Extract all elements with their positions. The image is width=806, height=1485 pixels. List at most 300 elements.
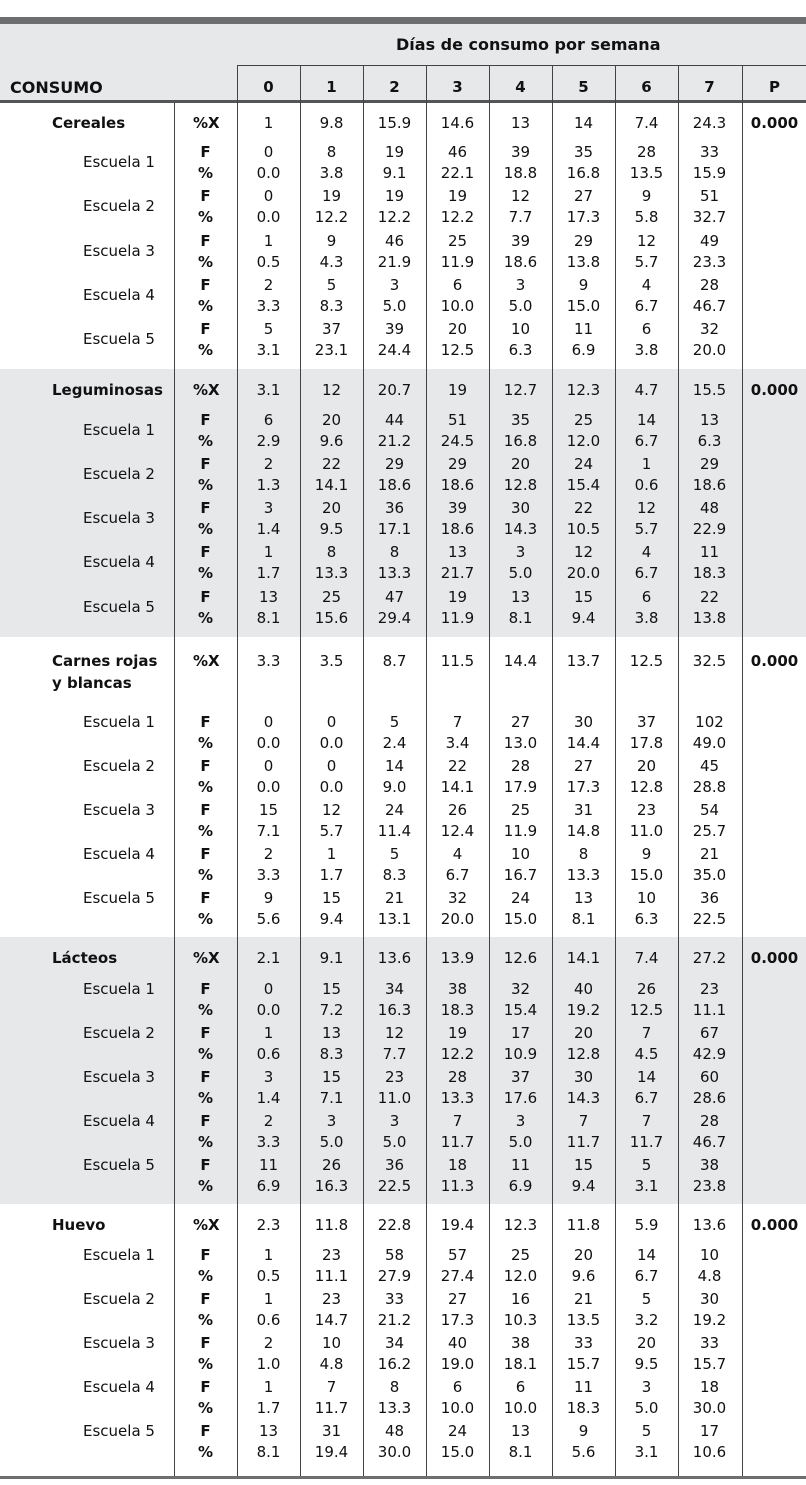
frequency-cell: 9 (641, 187, 652, 205)
percent-cell: 8.1 (508, 609, 533, 627)
frequency-cell: 13 (258, 1422, 279, 1440)
mean-cell: 12.5 (629, 652, 664, 670)
mean-cell: 7.4 (634, 949, 659, 967)
percent-cell: 12.2 (440, 1045, 475, 1063)
percent-cell: 10.0 (440, 1399, 475, 1417)
frequency-label: F (200, 980, 211, 998)
school-name: Escuela 1 (83, 713, 155, 731)
percent-label: % (197, 253, 214, 271)
frequency-cell: 38 (699, 1156, 720, 1174)
frequency-cell: 5 (641, 1156, 652, 1174)
percent-cell: 42.9 (692, 1045, 727, 1063)
percent-cell: 8.1 (256, 1443, 281, 1461)
frequency-cell: 27 (573, 187, 594, 205)
frequency-cell: 20 (573, 1246, 594, 1264)
percent-cell: 15.0 (440, 1443, 475, 1461)
frequency-cell: 9 (263, 889, 274, 907)
mean-cell: 2.1 (256, 949, 281, 967)
frequency-cell: 51 (447, 411, 468, 429)
percent-label: % (197, 1045, 214, 1063)
percent-cell: 6.7 (634, 1267, 659, 1285)
frequency-cell: 5 (641, 1422, 652, 1440)
percent-cell: 12.0 (503, 1267, 538, 1285)
frequency-cell: 3 (263, 499, 274, 517)
frequency-cell: 4 (641, 543, 652, 561)
frequency-cell: 22 (321, 455, 342, 473)
percent-cell: 18.3 (566, 1399, 601, 1417)
percent-cell: 4.5 (634, 1045, 659, 1063)
percent-cell: 4.8 (697, 1267, 722, 1285)
frequency-cell: 23 (321, 1246, 342, 1264)
frequency-cell: 1 (326, 845, 337, 863)
school-name: Escuela 2 (83, 757, 155, 775)
percent-cell: 3.1 (256, 341, 281, 359)
percent-cell: 7.1 (319, 1089, 344, 1107)
percent-label: % (197, 208, 214, 226)
frequency-cell: 20 (636, 757, 657, 775)
frequency-cell: 27 (573, 757, 594, 775)
frequency-cell: 54 (699, 801, 720, 819)
percent-cell: 13.3 (377, 1399, 412, 1417)
school-name: Escuela 2 (83, 197, 155, 215)
frequency-cell: 23 (699, 980, 720, 998)
section-name: Carnes rojas (52, 652, 158, 670)
frequency-label: F (200, 1156, 211, 1174)
percent-cell: 11.9 (440, 253, 475, 271)
frequency-cell: 0 (263, 713, 274, 731)
percent-cell: 10.0 (440, 297, 475, 315)
percent-cell: 11.0 (377, 1089, 412, 1107)
percent-cell: 11.1 (692, 1001, 727, 1019)
frequency-cell: 19 (384, 187, 405, 205)
percent-cell: 12.5 (629, 1001, 664, 1019)
frequency-cell: 0 (263, 143, 274, 161)
frequency-cell: 6 (263, 411, 274, 429)
frequency-cell: 20 (636, 1334, 657, 1352)
percent-cell: 6.7 (634, 564, 659, 582)
mean-cell: 19.4 (440, 1216, 475, 1234)
percent-cell: 9.6 (319, 432, 344, 450)
frequency-cell: 29 (573, 232, 594, 250)
percent-cell: 3.3 (256, 297, 281, 315)
percent-cell: 0.5 (256, 1267, 281, 1285)
percent-cell: 16.7 (503, 866, 538, 884)
frequency-cell: 26 (321, 1156, 342, 1174)
percent-cell: 11.1 (314, 1267, 349, 1285)
frequency-cell: 29 (447, 455, 468, 473)
percent-cell: 6.7 (634, 297, 659, 315)
mean-cell: 3.5 (319, 652, 344, 670)
percent-cell: 11.3 (440, 1177, 475, 1195)
percent-cell: 7.1 (256, 822, 281, 840)
percent-label: % (197, 778, 214, 796)
mean-cell: 12.3 (503, 1216, 538, 1234)
frequency-cell: 0 (263, 757, 274, 775)
percent-cell: 25.7 (692, 822, 727, 840)
percent-cell: 35.0 (692, 866, 727, 884)
frequency-label: F (200, 455, 211, 473)
frequency-label: F (200, 845, 211, 863)
percent-cell: 21.2 (377, 432, 412, 450)
frequency-cell: 5 (326, 276, 337, 294)
frequency-cell: 8 (326, 143, 337, 161)
frequency-cell: 1 (263, 232, 274, 250)
percent-label: % (197, 1399, 214, 1417)
mean-cell: 12 (321, 381, 342, 399)
percent-label: % (197, 164, 214, 182)
percent-label: % (197, 1443, 214, 1461)
frequency-cell: 3 (389, 1112, 400, 1130)
frequency-cell: 3 (515, 276, 526, 294)
percent-cell: 12.8 (629, 778, 664, 796)
frequency-cell: 11 (573, 320, 594, 338)
percent-cell: 5.0 (508, 1133, 533, 1151)
frequency-cell: 27 (510, 713, 531, 731)
percent-cell: 27.9 (377, 1267, 412, 1285)
percent-cell: 13.3 (440, 1089, 475, 1107)
mean-cell: 8.7 (382, 652, 407, 670)
frequency-cell: 9 (578, 276, 589, 294)
percent-cell: 0.6 (256, 1045, 281, 1063)
frequency-cell: 40 (573, 980, 594, 998)
percent-cell: 0.5 (256, 253, 281, 271)
frequency-cell: 9 (641, 845, 652, 863)
percent-label: % (197, 1089, 214, 1107)
frequency-cell: 7 (578, 1112, 589, 1130)
frequency-cell: 11 (258, 1156, 279, 1174)
frequency-cell: 32 (510, 980, 531, 998)
frequency-cell: 14 (636, 411, 657, 429)
frequency-cell: 18 (699, 1378, 720, 1396)
school-name: Escuela 1 (83, 980, 155, 998)
frequency-cell: 12 (636, 499, 657, 517)
percent-cell: 3.3 (256, 1133, 281, 1151)
frequency-cell: 1 (263, 1378, 274, 1396)
frequency-label: F (200, 889, 211, 907)
percent-cell: 5.6 (571, 1443, 596, 1461)
percent-cell: 3.8 (634, 609, 659, 627)
percent-cell: 11.7 (440, 1133, 475, 1151)
percent-cell: 15.0 (566, 297, 601, 315)
percent-mean-label: %X (193, 114, 220, 132)
frequency-cell: 47 (384, 588, 405, 606)
mean-cell: 9.1 (319, 949, 344, 967)
frequency-cell: 23 (321, 1290, 342, 1308)
frequency-cell: 67 (699, 1024, 720, 1042)
section-name: y blancas (52, 674, 132, 692)
percent-cell: 3.4 (445, 734, 470, 752)
mean-cell: 13.6 (377, 949, 412, 967)
mean-cell: 14.1 (566, 949, 601, 967)
frequency-cell: 0 (263, 980, 274, 998)
frequency-label: F (200, 543, 211, 561)
percent-cell: 11.7 (314, 1399, 349, 1417)
percent-cell: 15.7 (566, 1355, 601, 1373)
frequency-cell: 5 (641, 1290, 652, 1308)
frequency-cell: 7 (452, 1112, 463, 1130)
percent-cell: 23.3 (692, 253, 727, 271)
frequency-cell: 32 (699, 320, 720, 338)
mean-cell: 12.6 (503, 949, 538, 967)
frequency-cell: 37 (321, 320, 342, 338)
frequency-cell: 2 (263, 845, 274, 863)
frequency-cell: 9 (578, 1422, 589, 1440)
section-name: Cereales (52, 114, 126, 132)
frequency-cell: 15 (258, 801, 279, 819)
frequency-label: F (200, 1334, 211, 1352)
frequency-cell: 12 (384, 1024, 405, 1042)
percent-cell: 16.3 (377, 1001, 412, 1019)
frequency-cell: 23 (636, 801, 657, 819)
percent-cell: 0.0 (319, 734, 344, 752)
percent-cell: 14.1 (314, 476, 349, 494)
frequency-cell: 48 (699, 499, 720, 517)
frequency-cell: 20 (321, 411, 342, 429)
frequency-cell: 6 (452, 1378, 463, 1396)
mean-cell: 20.7 (377, 381, 412, 399)
frequency-cell: 33 (699, 143, 720, 161)
percent-cell: 16.8 (503, 432, 538, 450)
frequency-cell: 11 (510, 1156, 531, 1174)
percent-cell: 5.0 (508, 564, 533, 582)
percent-cell: 22.5 (692, 910, 727, 928)
frequency-cell: 24 (510, 889, 531, 907)
percent-cell: 12.5 (440, 341, 475, 359)
percent-cell: 5.0 (382, 297, 407, 315)
frequency-cell: 46 (384, 232, 405, 250)
mean-cell: 27.2 (692, 949, 727, 967)
school-name: Escuela 5 (83, 330, 155, 348)
percent-mean-label: %X (193, 652, 220, 670)
frequency-label: F (200, 499, 211, 517)
frequency-cell: 20 (447, 320, 468, 338)
frequency-label: F (200, 1024, 211, 1042)
percent-cell: 5.7 (319, 822, 344, 840)
mean-cell: 3.1 (256, 381, 281, 399)
frequency-cell: 1 (263, 543, 274, 561)
percent-cell: 6.7 (634, 1089, 659, 1107)
frequency-label: F (200, 757, 211, 775)
frequency-cell: 25 (447, 232, 468, 250)
frequency-cell: 28 (699, 1112, 720, 1130)
group-title: Días de consumo por semana (396, 35, 661, 54)
frequency-cell: 14 (384, 757, 405, 775)
frequency-cell: 20 (510, 455, 531, 473)
frequency-cell: 31 (573, 801, 594, 819)
frequency-cell: 2 (263, 455, 274, 473)
frequency-label: F (200, 801, 211, 819)
percent-cell: 0.0 (256, 734, 281, 752)
mean-cell: 11.8 (566, 1216, 601, 1234)
mean-cell: 13.7 (566, 652, 601, 670)
mean-cell: 2.3 (256, 1216, 281, 1234)
percent-cell: 3.8 (319, 164, 344, 182)
percent-cell: 0.0 (256, 1001, 281, 1019)
mean-cell: 13.6 (692, 1216, 727, 1234)
frequency-cell: 33 (699, 1334, 720, 1352)
percent-cell: 23.8 (692, 1177, 727, 1195)
school-name: Escuela 2 (83, 1290, 155, 1308)
percent-cell: 20.0 (566, 564, 601, 582)
percent-label: % (197, 341, 214, 359)
frequency-cell: 5 (263, 320, 274, 338)
percent-label: % (197, 866, 214, 884)
percent-cell: 12.0 (566, 432, 601, 450)
percent-cell: 11.7 (566, 1133, 601, 1151)
percent-cell: 1.4 (256, 1089, 281, 1107)
column-divider (742, 65, 743, 1476)
frequency-cell: 32 (447, 889, 468, 907)
percent-cell: 15.7 (692, 1355, 727, 1373)
frequency-label: F (200, 411, 211, 429)
percent-cell: 49.0 (692, 734, 727, 752)
frequency-cell: 13 (321, 1024, 342, 1042)
school-name: Escuela 3 (83, 1334, 155, 1352)
frequency-cell: 36 (699, 889, 720, 907)
mean-cell: 13 (510, 114, 531, 132)
percent-cell: 14.3 (503, 520, 538, 538)
percent-cell: 22.9 (692, 520, 727, 538)
mean-cell: 13.9 (440, 949, 475, 967)
percent-cell: 7.7 (508, 208, 533, 226)
percent-label: % (197, 1311, 214, 1329)
percent-cell: 1.7 (319, 866, 344, 884)
percent-cell: 17.3 (566, 208, 601, 226)
frequency-cell: 7 (326, 1378, 337, 1396)
school-name: Escuela 5 (83, 889, 155, 907)
section-name: Leguminosas (52, 381, 163, 399)
frequency-cell: 34 (384, 980, 405, 998)
frequency-cell: 3 (263, 1068, 274, 1086)
mean-cell: 1 (263, 114, 274, 132)
frequency-cell: 12 (510, 187, 531, 205)
percent-cell: 8.1 (508, 1443, 533, 1461)
percent-cell: 18.3 (440, 1001, 475, 1019)
frequency-label: F (200, 276, 211, 294)
frequency-cell: 19 (447, 588, 468, 606)
frequency-cell: 0 (326, 713, 337, 731)
percent-cell: 13.3 (377, 564, 412, 582)
school-name: Escuela 4 (83, 845, 155, 863)
frequency-cell: 46 (447, 143, 468, 161)
frequency-cell: 49 (699, 232, 720, 250)
percent-cell: 15.0 (503, 910, 538, 928)
frequency-cell: 30 (699, 1290, 720, 1308)
frequency-cell: 57 (447, 1246, 468, 1264)
percent-cell: 16.3 (314, 1177, 349, 1195)
frequency-cell: 19 (447, 187, 468, 205)
percent-cell: 21.9 (377, 253, 412, 271)
day-column-header: 0 (263, 78, 274, 96)
frequency-cell: 10 (636, 889, 657, 907)
frequency-label: F (200, 1112, 211, 1130)
percent-cell: 10.0 (503, 1399, 538, 1417)
mean-cell: 4.7 (634, 381, 659, 399)
percent-cell: 8.1 (571, 910, 596, 928)
percent-cell: 8.3 (382, 866, 407, 884)
frequency-cell: 20 (321, 499, 342, 517)
percent-cell: 4.8 (319, 1355, 344, 1373)
frequency-cell: 19 (321, 187, 342, 205)
percent-cell: 11.7 (629, 1133, 664, 1151)
school-name: Escuela 3 (83, 801, 155, 819)
percent-cell: 11.9 (503, 822, 538, 840)
percent-cell: 10.6 (692, 1443, 727, 1461)
frequency-cell: 25 (573, 411, 594, 429)
percent-cell: 7.2 (319, 1001, 344, 1019)
frequency-cell: 58 (384, 1246, 405, 1264)
percent-cell: 1.7 (256, 1399, 281, 1417)
percent-cell: 5.8 (634, 208, 659, 226)
frequency-cell: 21 (573, 1290, 594, 1308)
percent-label: % (197, 476, 214, 494)
percent-cell: 14.7 (314, 1311, 349, 1329)
frequency-cell: 11 (573, 1378, 594, 1396)
mean-cell: 11.8 (314, 1216, 349, 1234)
percent-cell: 1.7 (256, 564, 281, 582)
frequency-cell: 10 (510, 320, 531, 338)
day-column-header: 6 (641, 78, 652, 96)
frequency-cell: 24 (573, 455, 594, 473)
section-name: Lácteos (52, 949, 118, 967)
percent-cell: 13.3 (314, 564, 349, 582)
percent-cell: 3.2 (634, 1311, 659, 1329)
mean-cell: 32.5 (692, 652, 727, 670)
percent-cell: 13.8 (692, 609, 727, 627)
frequency-cell: 5 (389, 713, 400, 731)
frequency-cell: 18 (447, 1156, 468, 1174)
percent-cell: 29.4 (377, 609, 412, 627)
frequency-cell: 39 (510, 143, 531, 161)
frequency-cell: 26 (447, 801, 468, 819)
percent-cell: 1.4 (256, 520, 281, 538)
frequency-cell: 10 (321, 1334, 342, 1352)
percent-cell: 5.0 (508, 297, 533, 315)
frequency-cell: 15 (321, 1068, 342, 1086)
frequency-cell: 25 (510, 1246, 531, 1264)
percent-cell: 18.6 (377, 476, 412, 494)
percent-cell: 19.0 (440, 1355, 475, 1373)
percent-cell: 22.1 (440, 164, 475, 182)
percent-label: % (197, 432, 214, 450)
frequency-cell: 33 (384, 1290, 405, 1308)
frequency-cell: 29 (384, 455, 405, 473)
frequency-cell: 6 (515, 1378, 526, 1396)
frequency-cell: 12 (636, 232, 657, 250)
percent-cell: 18.6 (440, 476, 475, 494)
school-name: Escuela 5 (83, 598, 155, 616)
frequency-cell: 25 (321, 588, 342, 606)
percent-cell: 0.0 (319, 778, 344, 796)
mean-cell: 15.5 (692, 381, 727, 399)
frequency-cell: 15 (321, 889, 342, 907)
frequency-cell: 3 (389, 276, 400, 294)
frequency-cell: 3 (641, 1378, 652, 1396)
percent-cell: 12.8 (503, 476, 538, 494)
frequency-cell: 3 (326, 1112, 337, 1130)
percent-cell: 6.3 (697, 432, 722, 450)
percent-cell: 13.1 (377, 910, 412, 928)
frequency-cell: 27 (447, 1290, 468, 1308)
frequency-cell: 8 (389, 543, 400, 561)
mean-cell: 22.8 (377, 1216, 412, 1234)
percent-cell: 5.7 (634, 520, 659, 538)
percent-cell: 12.2 (377, 208, 412, 226)
percent-label: % (197, 734, 214, 752)
percent-cell: 0.0 (256, 164, 281, 182)
percent-cell: 20.0 (440, 910, 475, 928)
school-name: Escuela 4 (83, 286, 155, 304)
